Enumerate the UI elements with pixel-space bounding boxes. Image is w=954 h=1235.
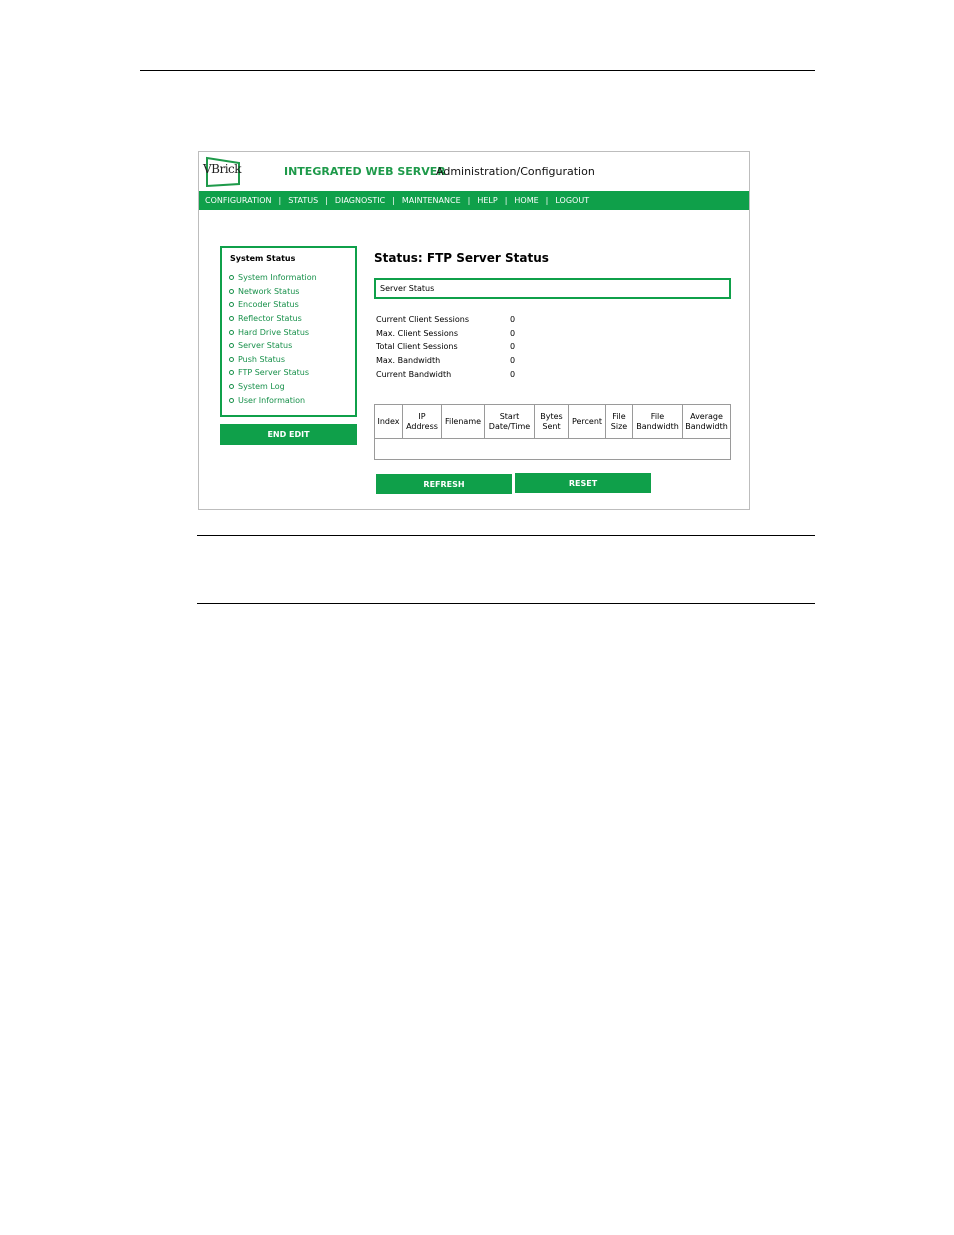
sidebar-item-label: Server Status: [238, 341, 293, 351]
stat-row-total-client-sessions: [376, 340, 515, 354]
nav-separator: |: [392, 196, 395, 205]
nav-maintenance[interactable]: MAINTENANCE: [401, 196, 461, 205]
sidebar-item-ftp-server-status[interactable]: [229, 366, 317, 380]
sidebar-item-label: FTP Server Status: [238, 368, 309, 378]
sidebar-item-reflector-status[interactable]: [229, 312, 317, 326]
bullet-icon: [229, 343, 234, 348]
header-subtitle: Administration/Configuration: [436, 165, 595, 178]
header-title: INTEGRATED WEB SERVER: [284, 165, 446, 178]
page-title: Status: FTP Server Status: [374, 251, 549, 265]
bottom-divider: [197, 603, 815, 604]
sidebar-item-system-log[interactable]: [229, 380, 317, 394]
nav-diagnostic[interactable]: DIAGNOSTIC: [334, 196, 386, 205]
stat-row-max-bandwidth: [376, 354, 515, 368]
bullet-icon: [229, 275, 234, 280]
sidebar-list: [229, 271, 317, 407]
ftp-sessions-table: [374, 404, 731, 460]
sidebar-title: System Status: [230, 254, 296, 263]
column-header-ip-address: IP Address: [403, 405, 442, 438]
stat-label: Current Client Sessions: [376, 315, 469, 325]
nav-home[interactable]: HOME: [514, 196, 539, 205]
sidebar-item-label: Push Status: [238, 354, 286, 364]
nav-separator: |: [545, 196, 549, 205]
stat-value: 0: [510, 328, 516, 338]
middle-divider: [197, 535, 815, 536]
stat-value: 0: [510, 369, 516, 379]
stat-row-max-client-sessions: [376, 327, 515, 341]
web-admin-window: [198, 151, 750, 510]
end-edit-button[interactable]: END EDIT: [220, 424, 357, 445]
sidebar-item-label: Hard Drive Status: [238, 327, 310, 337]
sidebar-item-label: Reflector Status: [238, 314, 302, 324]
sidebar-item-label: Encoder Status: [238, 300, 299, 310]
nav-separator: |: [467, 196, 471, 205]
nav-separator: |: [325, 196, 328, 205]
stat-label: Max. Bandwidth: [376, 356, 441, 366]
reset-button[interactable]: RESET: [515, 473, 651, 493]
nav-help[interactable]: HELP: [477, 196, 498, 205]
bullet-icon: [229, 370, 234, 375]
column-header-index: Index: [375, 405, 403, 438]
sidebar-item-encoder-status[interactable]: [229, 298, 317, 312]
stat-label: Current Bandwidth: [376, 369, 452, 379]
column-header-average-bandwidth: Average Bandwidth: [685, 411, 728, 431]
column-header-start-date-time: Start Date/Time: [485, 405, 535, 438]
bullet-icon: [229, 384, 234, 389]
column-header-file-size: File Size: [606, 405, 633, 438]
logo-text: VBrick: [203, 162, 242, 176]
table-header-row: [375, 405, 730, 439]
sidebar-item-hard-drive-status[interactable]: [229, 325, 317, 339]
nav-separator: |: [504, 196, 508, 205]
column-header-bytes-sent: Bytes Sent: [535, 405, 569, 438]
sidebar-item-label: User Information: [238, 395, 306, 405]
nav-configuration[interactable]: CONFIGURATION: [205, 196, 272, 205]
bullet-icon: [229, 398, 234, 403]
stat-row-current-client-sessions: [376, 313, 515, 327]
server-status-section: [374, 278, 731, 299]
sidebar-item-server-status[interactable]: [229, 339, 317, 353]
nav-status[interactable]: STATUS: [288, 196, 319, 205]
stat-label: Max. Client Sessions: [376, 328, 459, 338]
nav-separator: |: [278, 196, 282, 205]
stat-value: 0: [510, 342, 516, 352]
sidebar-item-label: Network Status: [238, 286, 300, 296]
top-divider: [140, 70, 815, 71]
top-nav: [205, 191, 589, 210]
sidebar-item-label: System Log: [238, 382, 285, 392]
stat-label: Total Client Sessions: [376, 342, 458, 352]
stats-list: [376, 313, 515, 381]
bullet-icon: [229, 330, 234, 335]
column-header-filename: Filename: [442, 405, 485, 438]
stat-value: 0: [510, 315, 516, 325]
section-label: Server Status: [380, 284, 435, 293]
sidebar-item-push-status[interactable]: [229, 353, 317, 367]
refresh-button[interactable]: REFRESH: [376, 474, 512, 494]
sidebar-item-label: System Information: [238, 273, 317, 283]
sidebar-item-system-information[interactable]: [229, 271, 317, 285]
bullet-icon: [229, 357, 234, 362]
bullet-icon: [229, 316, 234, 321]
sidebar-item-user-information[interactable]: [229, 393, 317, 407]
sidebar-item-network-status[interactable]: [229, 285, 317, 299]
nav-logout[interactable]: LOGOUT: [555, 196, 590, 205]
bullet-icon: [229, 289, 234, 294]
column-header-file-bandwidth: File Bandwidth: [633, 405, 683, 438]
stat-value: 0: [510, 356, 516, 366]
bullet-icon: [229, 302, 234, 307]
system-status-sidebar: [220, 246, 357, 417]
stat-row-current-bandwidth: [376, 367, 515, 381]
column-header-percent: Percent: [569, 405, 606, 438]
top-nav-bar: [199, 191, 749, 210]
